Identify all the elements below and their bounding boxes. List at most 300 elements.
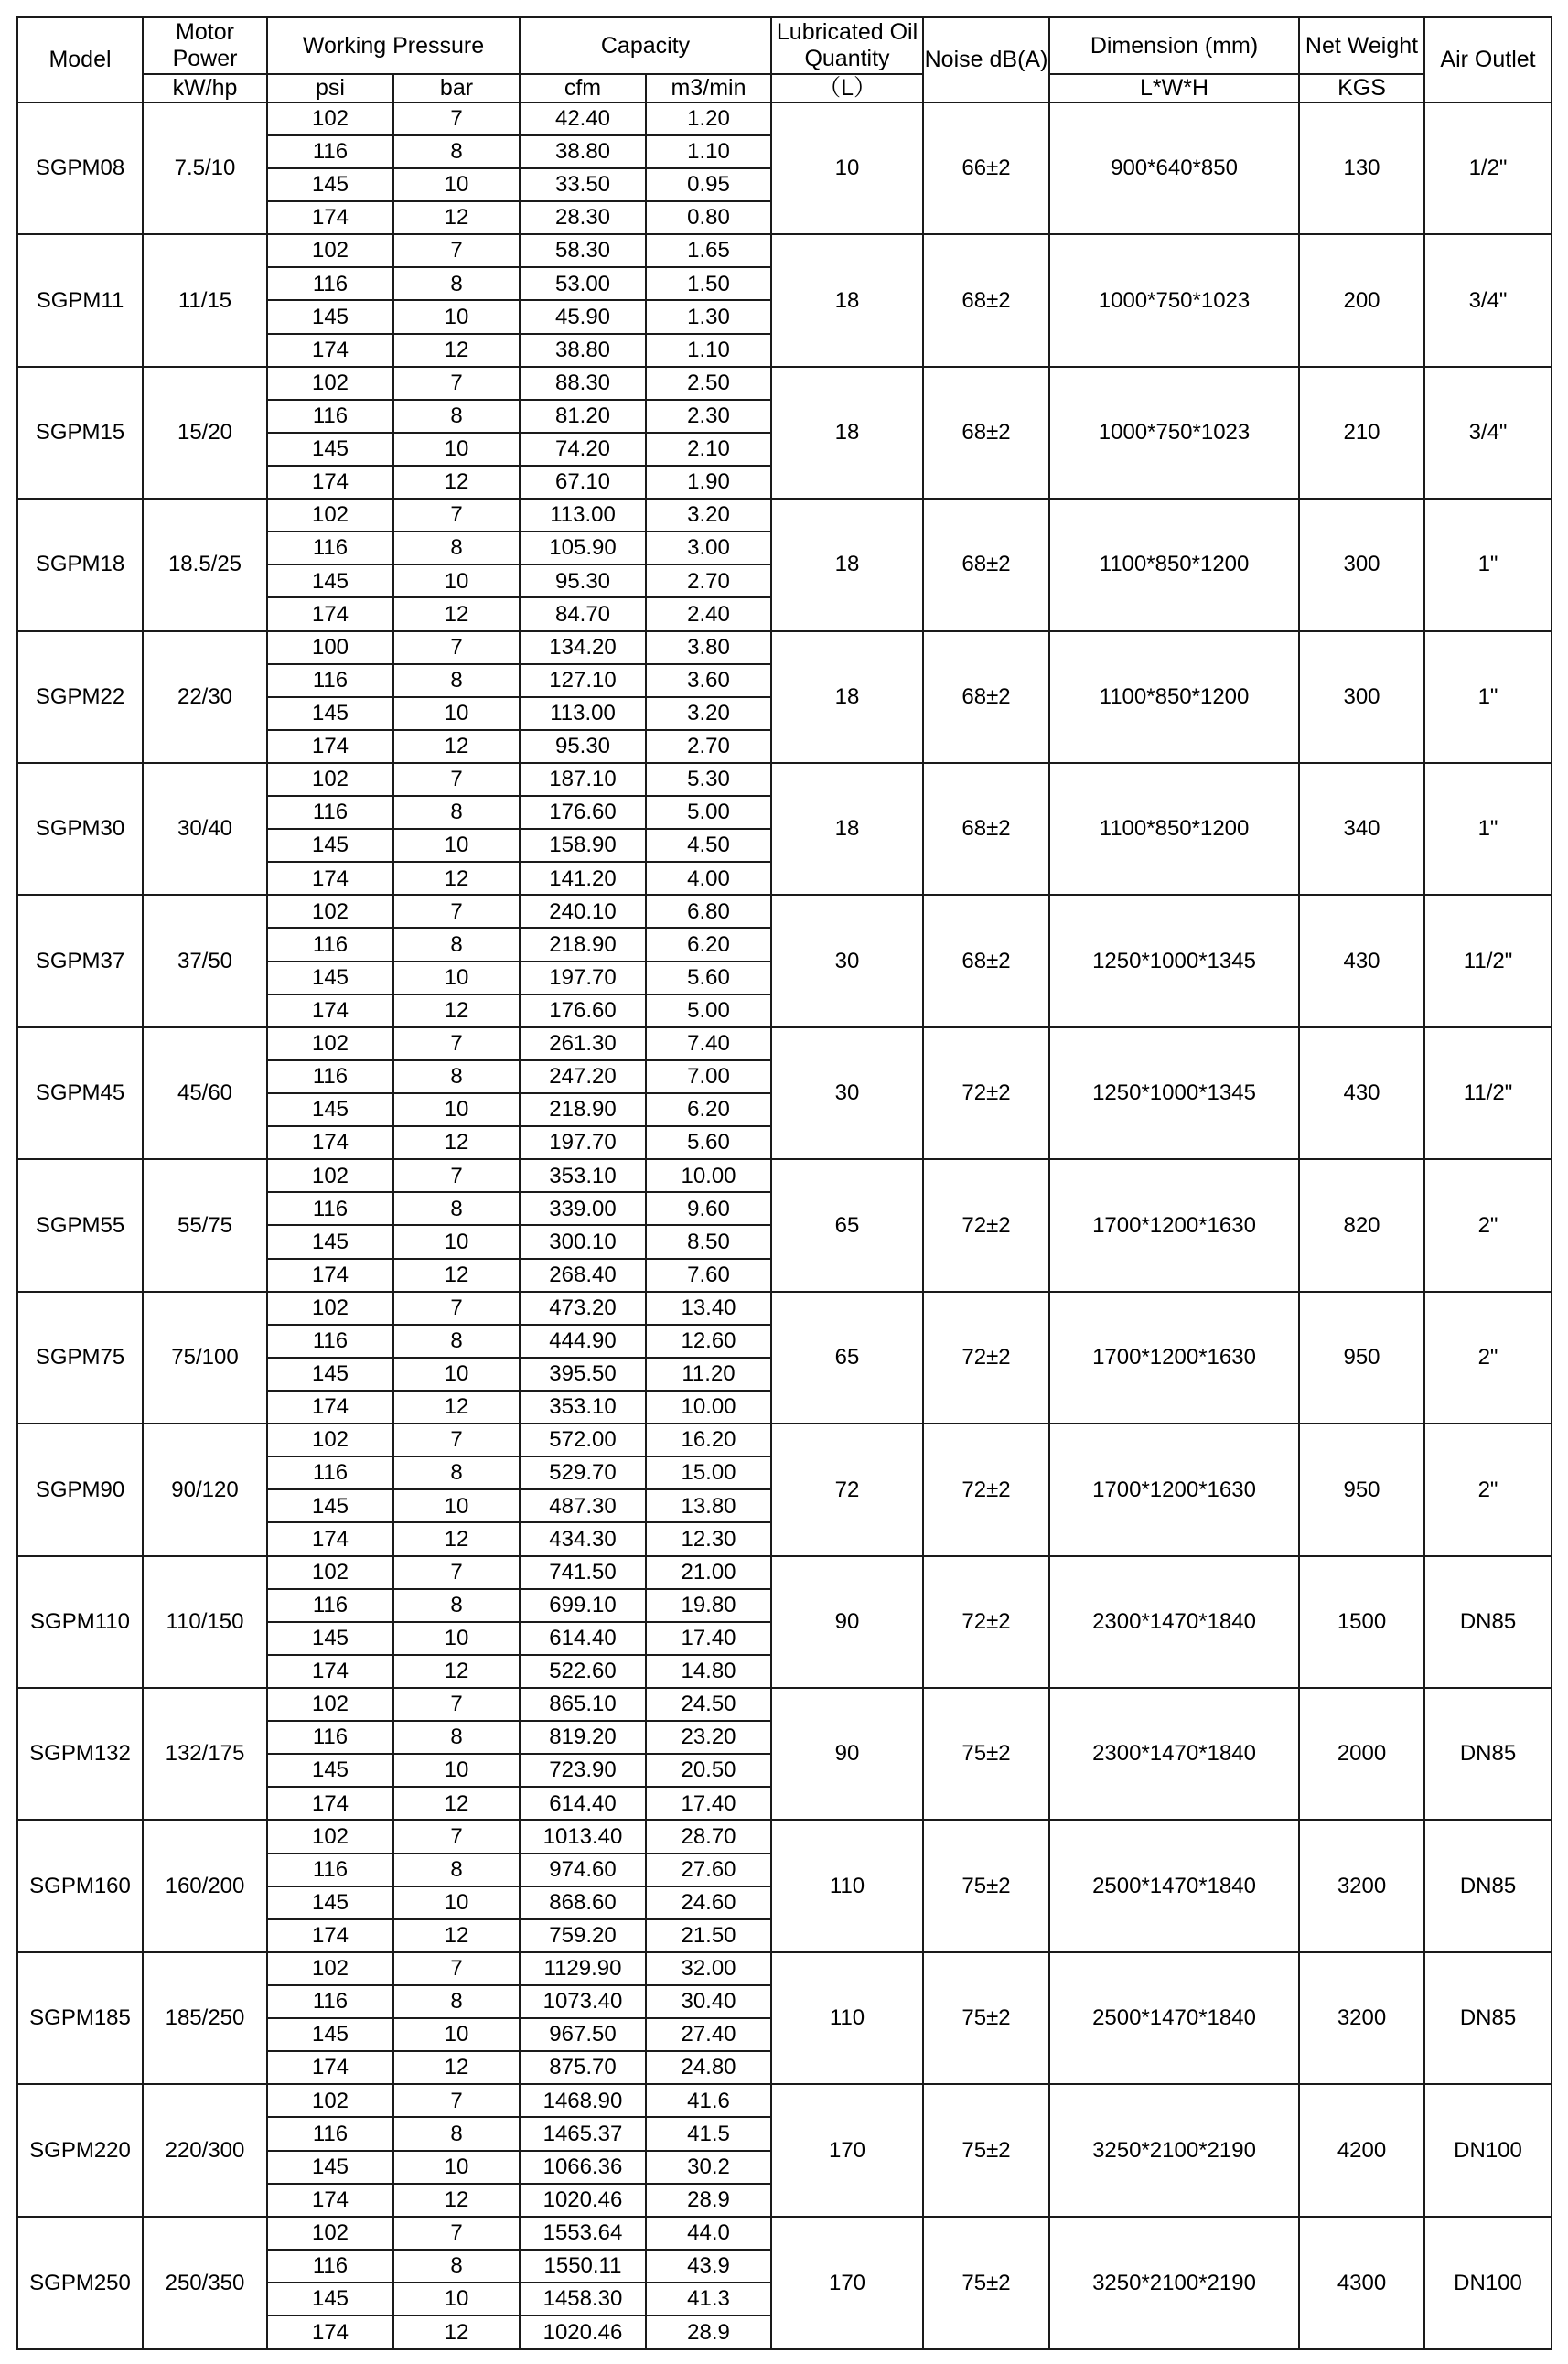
table-row bbox=[17, 234, 1552, 267]
pressure-bar-cell: 8 bbox=[393, 2250, 520, 2283]
pressure-bar-cell: 10 bbox=[393, 2151, 520, 2184]
capacity-m3min-cell: 0.80 bbox=[646, 201, 771, 234]
capacity-m3min-cell: 3.20 bbox=[646, 697, 771, 730]
capacity-cfm-cell: 614.40 bbox=[520, 1787, 646, 1820]
dimension-cell: 1250*1000*1345 bbox=[1049, 1027, 1299, 1159]
capacity-m3min-cell: 1.20 bbox=[646, 102, 771, 135]
capacity-m3min-cell: 1.10 bbox=[646, 334, 771, 367]
oil-quantity-cell: 170 bbox=[771, 2217, 923, 2349]
pressure-bar-cell: 8 bbox=[393, 1456, 520, 1489]
oil-quantity-cell: 10 bbox=[771, 102, 923, 234]
capacity-m3min-cell: 7.60 bbox=[646, 1259, 771, 1292]
net-weight-cell: 210 bbox=[1299, 367, 1424, 499]
pressure-bar-cell: 8 bbox=[393, 532, 520, 564]
motor-power-cell: 160/200 bbox=[143, 1820, 267, 1951]
pressure-bar-cell: 12 bbox=[393, 2316, 520, 2349]
noise-cell: 75±2 bbox=[923, 2084, 1049, 2216]
capacity-cfm-cell: 759.20 bbox=[520, 1919, 646, 1952]
unit-motor-power: kW/hp bbox=[143, 74, 267, 102]
pressure-bar-cell: 7 bbox=[393, 1159, 520, 1192]
pressure-psi-cell: 116 bbox=[267, 928, 393, 961]
capacity-m3min-cell: 27.40 bbox=[646, 2018, 771, 2051]
pressure-bar-cell: 8 bbox=[393, 928, 520, 961]
capacity-cfm-cell: 197.70 bbox=[520, 1126, 646, 1159]
capacity-cfm-cell: 268.40 bbox=[520, 1259, 646, 1292]
capacity-cfm-cell: 967.50 bbox=[520, 2018, 646, 2051]
pressure-psi-cell: 145 bbox=[267, 1622, 393, 1655]
pressure-psi-cell: 145 bbox=[267, 1489, 393, 1522]
pressure-bar-cell: 8 bbox=[393, 1985, 520, 2018]
table-header bbox=[17, 17, 1552, 102]
capacity-m3min-cell: 1.10 bbox=[646, 135, 771, 168]
motor-power-cell: 250/350 bbox=[143, 2217, 267, 2349]
capacity-cfm-cell: 1550.11 bbox=[520, 2250, 646, 2283]
motor-power-cell: 185/250 bbox=[143, 1952, 267, 2084]
unit-dimension: L*W*H bbox=[1049, 74, 1299, 102]
dimension-cell: 1250*1000*1345 bbox=[1049, 895, 1299, 1026]
pressure-psi-cell: 116 bbox=[267, 532, 393, 564]
unit-m3min: m3/min bbox=[646, 74, 771, 102]
motor-power-cell: 90/120 bbox=[143, 1424, 267, 1555]
pressure-bar-cell: 10 bbox=[393, 1358, 520, 1391]
dimension-cell: 1700*1200*1630 bbox=[1049, 1424, 1299, 1555]
pressure-bar-cell: 10 bbox=[393, 1622, 520, 1655]
capacity-cfm-cell: 1468.90 bbox=[520, 2084, 646, 2117]
capacity-m3min-cell: 16.20 bbox=[646, 1424, 771, 1456]
capacity-m3min-cell: 4.00 bbox=[646, 862, 771, 895]
capacity-cfm-cell: 353.10 bbox=[520, 1391, 646, 1424]
capacity-m3min-cell: 13.80 bbox=[646, 1489, 771, 1522]
capacity-m3min-cell: 2.50 bbox=[646, 367, 771, 400]
capacity-m3min-cell: 11.20 bbox=[646, 1358, 771, 1391]
capacity-cfm-cell: 240.10 bbox=[520, 895, 646, 928]
table-row bbox=[17, 1424, 1552, 1456]
pressure-bar-cell: 8 bbox=[393, 1589, 520, 1622]
pressure-psi-cell: 102 bbox=[267, 234, 393, 267]
capacity-m3min-cell: 14.80 bbox=[646, 1655, 771, 1688]
motor-power-cell: 75/100 bbox=[143, 1292, 267, 1424]
oil-quantity-cell: 18 bbox=[771, 499, 923, 630]
pressure-bar-cell: 10 bbox=[393, 2018, 520, 2051]
capacity-m3min-cell: 2.70 bbox=[646, 730, 771, 763]
capacity-cfm-cell: 84.70 bbox=[520, 597, 646, 630]
capacity-m3min-cell: 1.30 bbox=[646, 300, 771, 333]
capacity-m3min-cell: 32.00 bbox=[646, 1952, 771, 1985]
capacity-m3min-cell: 12.60 bbox=[646, 1325, 771, 1358]
capacity-m3min-cell: 5.30 bbox=[646, 763, 771, 796]
pressure-bar-cell: 12 bbox=[393, 994, 520, 1027]
capacity-cfm-cell: 42.40 bbox=[520, 102, 646, 135]
capacity-m3min-cell: 43.9 bbox=[646, 2250, 771, 2283]
capacity-m3min-cell: 2.70 bbox=[646, 564, 771, 597]
table-row bbox=[17, 1820, 1552, 1853]
capacity-m3min-cell: 10.00 bbox=[646, 1159, 771, 1192]
unit-oil: （L） bbox=[771, 74, 923, 102]
net-weight-cell: 3200 bbox=[1299, 1952, 1424, 2084]
pressure-psi-cell: 102 bbox=[267, 1027, 393, 1060]
model-name-cell: SGPM18 bbox=[17, 499, 143, 630]
pressure-psi-cell: 145 bbox=[267, 300, 393, 333]
capacity-m3min-cell: 3.60 bbox=[646, 664, 771, 697]
net-weight-cell: 340 bbox=[1299, 763, 1424, 895]
capacity-cfm-cell: 105.90 bbox=[520, 532, 646, 564]
capacity-cfm-cell: 88.30 bbox=[520, 367, 646, 400]
pressure-psi-cell: 174 bbox=[267, 334, 393, 367]
pressure-psi-cell: 145 bbox=[267, 564, 393, 597]
pressure-psi-cell: 145 bbox=[267, 1225, 393, 1258]
header-working-pressure: Working Pressure bbox=[267, 17, 520, 74]
pressure-bar-cell: 12 bbox=[393, 466, 520, 499]
capacity-m3min-cell: 3.80 bbox=[646, 631, 771, 664]
pressure-bar-cell: 10 bbox=[393, 1754, 520, 1787]
pressure-bar-cell: 8 bbox=[393, 267, 520, 300]
pressure-psi-cell: 102 bbox=[267, 763, 393, 796]
table-row bbox=[17, 102, 1552, 135]
pressure-psi-cell: 102 bbox=[267, 1556, 393, 1589]
dimension-cell: 2500*1470*1840 bbox=[1049, 1952, 1299, 2084]
capacity-m3min-cell: 28.70 bbox=[646, 1820, 771, 1853]
net-weight-cell: 4300 bbox=[1299, 2217, 1424, 2349]
capacity-cfm-cell: 187.10 bbox=[520, 763, 646, 796]
air-outlet-cell: 3/4" bbox=[1424, 367, 1552, 499]
dimension-cell: 1700*1200*1630 bbox=[1049, 1292, 1299, 1424]
motor-power-cell: 30/40 bbox=[143, 763, 267, 895]
pressure-bar-cell: 10 bbox=[393, 168, 520, 201]
air-outlet-cell: 3/4" bbox=[1424, 234, 1552, 366]
pressure-psi-cell: 102 bbox=[267, 1424, 393, 1456]
air-outlet-cell: 1/2" bbox=[1424, 102, 1552, 234]
capacity-cfm-cell: 395.50 bbox=[520, 1358, 646, 1391]
air-outlet-cell: 2" bbox=[1424, 1424, 1552, 1555]
table-row bbox=[17, 1292, 1552, 1325]
capacity-cfm-cell: 572.00 bbox=[520, 1424, 646, 1456]
net-weight-cell: 300 bbox=[1299, 499, 1424, 630]
capacity-m3min-cell: 9.60 bbox=[646, 1192, 771, 1225]
table-row bbox=[17, 1159, 1552, 1192]
capacity-cfm-cell: 1458.30 bbox=[520, 2283, 646, 2316]
pressure-bar-cell: 12 bbox=[393, 862, 520, 895]
capacity-cfm-cell: 353.10 bbox=[520, 1159, 646, 1192]
pressure-bar-cell: 12 bbox=[393, 1522, 520, 1555]
capacity-cfm-cell: 865.10 bbox=[520, 1688, 646, 1721]
pressure-bar-cell: 12 bbox=[393, 2184, 520, 2217]
capacity-cfm-cell: 300.10 bbox=[520, 1225, 646, 1258]
air-outlet-cell: 11/2" bbox=[1424, 1027, 1552, 1159]
net-weight-cell: 2000 bbox=[1299, 1688, 1424, 1820]
capacity-m3min-cell: 28.9 bbox=[646, 2184, 771, 2217]
capacity-cfm-cell: 33.50 bbox=[520, 168, 646, 201]
pressure-bar-cell: 12 bbox=[393, 1919, 520, 1952]
capacity-m3min-cell: 6.20 bbox=[646, 1093, 771, 1126]
net-weight-cell: 3200 bbox=[1299, 1820, 1424, 1951]
net-weight-cell: 130 bbox=[1299, 102, 1424, 234]
capacity-m3min-cell: 5.00 bbox=[646, 994, 771, 1027]
oil-quantity-cell: 72 bbox=[771, 1424, 923, 1555]
model-name-cell: SGPM250 bbox=[17, 2217, 143, 2349]
pressure-bar-cell: 8 bbox=[393, 400, 520, 433]
pressure-bar-cell: 8 bbox=[393, 1192, 520, 1225]
pressure-bar-cell: 12 bbox=[393, 1391, 520, 1424]
table-row bbox=[17, 1688, 1552, 1721]
model-name-cell: SGPM75 bbox=[17, 1292, 143, 1424]
oil-quantity-cell: 18 bbox=[771, 631, 923, 763]
pressure-psi-cell: 145 bbox=[267, 962, 393, 994]
pressure-bar-cell: 10 bbox=[393, 829, 520, 862]
noise-cell: 72±2 bbox=[923, 1556, 1049, 1688]
capacity-m3min-cell: 6.80 bbox=[646, 895, 771, 928]
pressure-bar-cell: 7 bbox=[393, 763, 520, 796]
model-name-cell: SGPM08 bbox=[17, 102, 143, 234]
pressure-psi-cell: 102 bbox=[267, 367, 393, 400]
pressure-bar-cell: 7 bbox=[393, 1952, 520, 1985]
air-outlet-cell: DN85 bbox=[1424, 1952, 1552, 2084]
capacity-m3min-cell: 8.50 bbox=[646, 1225, 771, 1258]
pressure-bar-cell: 7 bbox=[393, 1556, 520, 1589]
pressure-psi-cell: 145 bbox=[267, 2151, 393, 2184]
capacity-cfm-cell: 444.90 bbox=[520, 1325, 646, 1358]
oil-quantity-cell: 65 bbox=[771, 1292, 923, 1424]
capacity-cfm-cell: 522.60 bbox=[520, 1655, 646, 1688]
unit-bar: bar bbox=[393, 74, 520, 102]
capacity-cfm-cell: 134.20 bbox=[520, 631, 646, 664]
noise-cell: 68±2 bbox=[923, 763, 1049, 895]
dimension-cell: 1700*1200*1630 bbox=[1049, 1159, 1299, 1291]
capacity-m3min-cell: 1.65 bbox=[646, 234, 771, 267]
pressure-psi-cell: 102 bbox=[267, 1688, 393, 1721]
pressure-psi-cell: 174 bbox=[267, 1259, 393, 1292]
capacity-cfm-cell: 218.90 bbox=[520, 928, 646, 961]
header-capacity: Capacity bbox=[520, 17, 771, 74]
capacity-m3min-cell: 44.0 bbox=[646, 2217, 771, 2250]
model-name-cell: SGPM15 bbox=[17, 367, 143, 499]
pressure-psi-cell: 116 bbox=[267, 2117, 393, 2150]
motor-power-cell: 22/30 bbox=[143, 631, 267, 763]
pressure-bar-cell: 8 bbox=[393, 2117, 520, 2150]
dimension-cell: 2300*1470*1840 bbox=[1049, 1688, 1299, 1820]
capacity-m3min-cell: 0.95 bbox=[646, 168, 771, 201]
pressure-bar-cell: 7 bbox=[393, 1820, 520, 1853]
capacity-m3min-cell: 15.00 bbox=[646, 1456, 771, 1489]
motor-power-cell: 45/60 bbox=[143, 1027, 267, 1159]
oil-quantity-cell: 18 bbox=[771, 367, 923, 499]
air-outlet-cell: 1" bbox=[1424, 631, 1552, 763]
unit-psi: psi bbox=[267, 74, 393, 102]
pressure-bar-cell: 7 bbox=[393, 2084, 520, 2117]
table-row bbox=[17, 631, 1552, 664]
pressure-psi-cell: 145 bbox=[267, 1754, 393, 1787]
table-body bbox=[17, 102, 1552, 2349]
noise-cell: 72±2 bbox=[923, 1424, 1049, 1555]
pressure-bar-cell: 7 bbox=[393, 1292, 520, 1325]
capacity-m3min-cell: 24.50 bbox=[646, 1688, 771, 1721]
pressure-psi-cell: 116 bbox=[267, 796, 393, 829]
capacity-m3min-cell: 24.80 bbox=[646, 2051, 771, 2084]
capacity-cfm-cell: 1020.46 bbox=[520, 2184, 646, 2217]
motor-power-cell: 132/175 bbox=[143, 1688, 267, 1820]
air-outlet-cell: DN85 bbox=[1424, 1556, 1552, 1688]
air-outlet-cell: DN100 bbox=[1424, 2084, 1552, 2216]
noise-cell: 68±2 bbox=[923, 499, 1049, 630]
capacity-cfm-cell: 875.70 bbox=[520, 2051, 646, 2084]
model-name-cell: SGPM220 bbox=[17, 2084, 143, 2216]
capacity-cfm-cell: 868.60 bbox=[520, 1886, 646, 1919]
header-oil: Lubricated Oil Quantity bbox=[771, 17, 923, 74]
pressure-psi-cell: 174 bbox=[267, 1126, 393, 1159]
capacity-cfm-cell: 339.00 bbox=[520, 1192, 646, 1225]
pressure-bar-cell: 7 bbox=[393, 1688, 520, 1721]
capacity-m3min-cell: 41.3 bbox=[646, 2283, 771, 2316]
header-model: Model bbox=[17, 17, 143, 102]
capacity-cfm-cell: 741.50 bbox=[520, 1556, 646, 1589]
capacity-cfm-cell: 487.30 bbox=[520, 1489, 646, 1522]
pressure-bar-cell: 7 bbox=[393, 367, 520, 400]
header-net-weight: Net Weight bbox=[1299, 17, 1424, 74]
capacity-cfm-cell: 113.00 bbox=[520, 697, 646, 730]
capacity-cfm-cell: 58.30 bbox=[520, 234, 646, 267]
pressure-bar-cell: 12 bbox=[393, 1787, 520, 1820]
pressure-psi-cell: 145 bbox=[267, 1886, 393, 1919]
noise-cell: 68±2 bbox=[923, 895, 1049, 1026]
pressure-psi-cell: 102 bbox=[267, 102, 393, 135]
capacity-m3min-cell: 3.00 bbox=[646, 532, 771, 564]
capacity-cfm-cell: 1465.37 bbox=[520, 2117, 646, 2150]
capacity-m3min-cell: 5.60 bbox=[646, 1126, 771, 1159]
model-name-cell: SGPM160 bbox=[17, 1820, 143, 1951]
capacity-m3min-cell: 7.40 bbox=[646, 1027, 771, 1060]
capacity-m3min-cell: 28.9 bbox=[646, 2316, 771, 2349]
dimension-cell: 1100*850*1200 bbox=[1049, 631, 1299, 763]
capacity-cfm-cell: 473.20 bbox=[520, 1292, 646, 1325]
oil-quantity-cell: 30 bbox=[771, 1027, 923, 1159]
net-weight-cell: 4200 bbox=[1299, 2084, 1424, 2216]
capacity-cfm-cell: 95.30 bbox=[520, 564, 646, 597]
table-row bbox=[17, 1556, 1552, 1589]
pressure-bar-cell: 7 bbox=[393, 1424, 520, 1456]
dimension-cell: 3250*2100*2190 bbox=[1049, 2084, 1299, 2216]
capacity-m3min-cell: 21.50 bbox=[646, 1919, 771, 1952]
motor-power-cell: 55/75 bbox=[143, 1159, 267, 1291]
motor-power-cell: 110/150 bbox=[143, 1556, 267, 1688]
model-name-cell: SGPM110 bbox=[17, 1556, 143, 1688]
capacity-m3min-cell: 41.5 bbox=[646, 2117, 771, 2150]
capacity-cfm-cell: 819.20 bbox=[520, 1721, 646, 1754]
capacity-cfm-cell: 197.70 bbox=[520, 962, 646, 994]
capacity-cfm-cell: 1013.40 bbox=[520, 1820, 646, 1853]
table-row bbox=[17, 2217, 1552, 2250]
capacity-cfm-cell: 1553.64 bbox=[520, 2217, 646, 2250]
capacity-m3min-cell: 24.60 bbox=[646, 1886, 771, 1919]
motor-power-cell: 18.5/25 bbox=[143, 499, 267, 630]
dimension-cell: 1000*750*1023 bbox=[1049, 367, 1299, 499]
noise-cell: 72±2 bbox=[923, 1159, 1049, 1291]
pressure-psi-cell: 102 bbox=[267, 2084, 393, 2117]
pressure-psi-cell: 116 bbox=[267, 1325, 393, 1358]
capacity-m3min-cell: 6.20 bbox=[646, 928, 771, 961]
pressure-bar-cell: 7 bbox=[393, 234, 520, 267]
pressure-bar-cell: 8 bbox=[393, 1060, 520, 1093]
capacity-cfm-cell: 176.60 bbox=[520, 796, 646, 829]
pressure-psi-cell: 102 bbox=[267, 1820, 393, 1853]
pressure-bar-cell: 10 bbox=[393, 962, 520, 994]
air-outlet-cell: DN85 bbox=[1424, 1688, 1552, 1820]
pressure-psi-cell: 116 bbox=[267, 1985, 393, 2018]
table-row bbox=[17, 1952, 1552, 1985]
capacity-cfm-cell: 247.20 bbox=[520, 1060, 646, 1093]
header-noise: Noise dB(A) bbox=[923, 17, 1049, 102]
air-outlet-cell: DN85 bbox=[1424, 1820, 1552, 1951]
capacity-cfm-cell: 141.20 bbox=[520, 862, 646, 895]
pressure-bar-cell: 10 bbox=[393, 697, 520, 730]
pressure-bar-cell: 10 bbox=[393, 2283, 520, 2316]
table-row bbox=[17, 763, 1552, 796]
pressure-psi-cell: 102 bbox=[267, 2217, 393, 2250]
dimension-cell: 2300*1470*1840 bbox=[1049, 1556, 1299, 1688]
pressure-psi-cell: 174 bbox=[267, 2184, 393, 2217]
pressure-bar-cell: 8 bbox=[393, 1721, 520, 1754]
pressure-psi-cell: 145 bbox=[267, 2283, 393, 2316]
capacity-m3min-cell: 17.40 bbox=[646, 1622, 771, 1655]
net-weight-cell: 1500 bbox=[1299, 1556, 1424, 1688]
dimension-cell: 2500*1470*1840 bbox=[1049, 1820, 1299, 1951]
capacity-m3min-cell: 23.20 bbox=[646, 1721, 771, 1754]
capacity-cfm-cell: 1129.90 bbox=[520, 1952, 646, 1985]
capacity-m3min-cell: 2.40 bbox=[646, 597, 771, 630]
header-air-outlet: Air Outlet bbox=[1424, 17, 1552, 102]
capacity-cfm-cell: 95.30 bbox=[520, 730, 646, 763]
table-row bbox=[17, 367, 1552, 400]
capacity-m3min-cell: 4.50 bbox=[646, 829, 771, 862]
air-outlet-cell: 1" bbox=[1424, 763, 1552, 895]
pressure-bar-cell: 12 bbox=[393, 1259, 520, 1292]
oil-quantity-cell: 65 bbox=[771, 1159, 923, 1291]
table-row bbox=[17, 1027, 1552, 1060]
capacity-cfm-cell: 53.00 bbox=[520, 267, 646, 300]
pressure-psi-cell: 145 bbox=[267, 433, 393, 466]
noise-cell: 68±2 bbox=[923, 234, 1049, 366]
capacity-cfm-cell: 38.80 bbox=[520, 334, 646, 367]
dimension-cell: 1100*850*1200 bbox=[1049, 763, 1299, 895]
pressure-psi-cell: 116 bbox=[267, 400, 393, 433]
pressure-psi-cell: 174 bbox=[267, 597, 393, 630]
dimension-cell: 3250*2100*2190 bbox=[1049, 2217, 1299, 2349]
pressure-psi-cell: 102 bbox=[267, 895, 393, 928]
pressure-psi-cell: 174 bbox=[267, 1391, 393, 1424]
capacity-cfm-cell: 1066.36 bbox=[520, 2151, 646, 2184]
capacity-cfm-cell: 1020.46 bbox=[520, 2316, 646, 2349]
noise-cell: 75±2 bbox=[923, 2217, 1049, 2349]
capacity-cfm-cell: 28.30 bbox=[520, 201, 646, 234]
pressure-psi-cell: 174 bbox=[267, 1919, 393, 1952]
pressure-bar-cell: 7 bbox=[393, 2217, 520, 2250]
pressure-bar-cell: 10 bbox=[393, 564, 520, 597]
pressure-psi-cell: 116 bbox=[267, 267, 393, 300]
pressure-bar-cell: 10 bbox=[393, 1225, 520, 1258]
capacity-cfm-cell: 74.20 bbox=[520, 433, 646, 466]
capacity-cfm-cell: 529.70 bbox=[520, 1456, 646, 1489]
pressure-psi-cell: 102 bbox=[267, 1952, 393, 1985]
header-dimension: Dimension (mm) bbox=[1049, 17, 1299, 74]
capacity-m3min-cell: 1.90 bbox=[646, 466, 771, 499]
oil-quantity-cell: 30 bbox=[771, 895, 923, 1026]
model-name-cell: SGPM185 bbox=[17, 1952, 143, 2084]
capacity-m3min-cell: 19.80 bbox=[646, 1589, 771, 1622]
pressure-psi-cell: 116 bbox=[267, 135, 393, 168]
capacity-m3min-cell: 5.60 bbox=[646, 962, 771, 994]
pressure-psi-cell: 174 bbox=[267, 201, 393, 234]
capacity-m3min-cell: 41.6 bbox=[646, 2084, 771, 2117]
pressure-psi-cell: 116 bbox=[267, 1456, 393, 1489]
pressure-bar-cell: 12 bbox=[393, 2051, 520, 2084]
